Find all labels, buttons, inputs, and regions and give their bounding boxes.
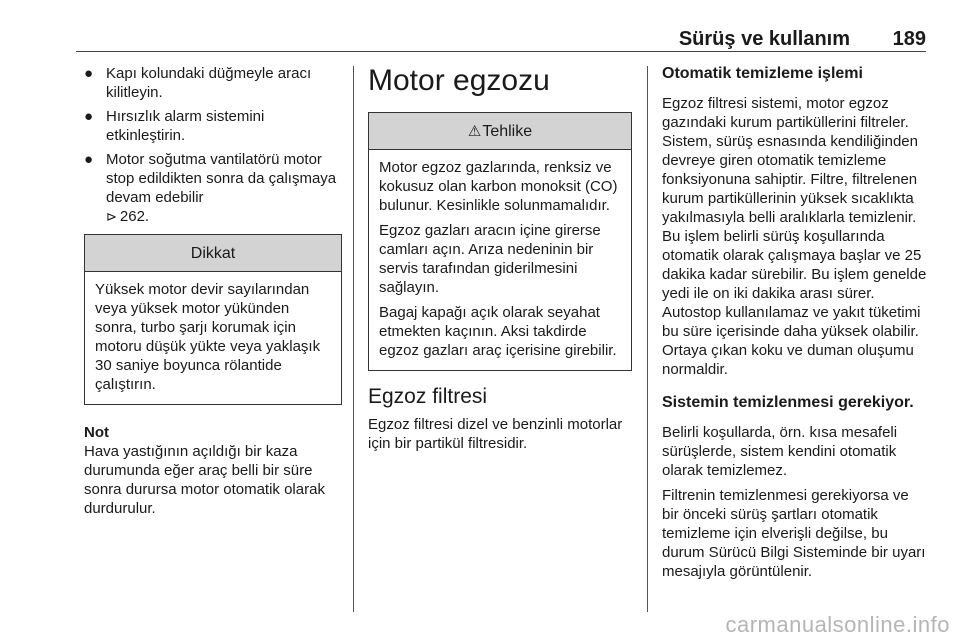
- header-title: Sürüş ve kullanım: [678, 28, 850, 50]
- subsection-title: Egzoz filtresi: [368, 385, 488, 408]
- bullet-icon: ●: [84, 65, 94, 82]
- warning-triangle-icon: ⚠: [467, 123, 482, 140]
- column-divider-2: [647, 66, 648, 612]
- note-text: Hava yastığının açıldığı bir kaza durumunda eğer araç belli bir süre sonra durursa motor otomatik olarak durdurulur.: [84, 443, 325, 517]
- danger-box-title: Tehlike: [482, 123, 533, 140]
- page-number: 189: [892, 28, 926, 50]
- list-item-text: Kapı kolundaki düğmeyle aracı kilitleyin.: [106, 65, 312, 101]
- list-item-text: Motor soğutma vantilatörü motor stop edildikten sonra da çalışmaya devam edebilir: [106, 151, 337, 206]
- danger-box-header: [369, 113, 631, 150]
- list-item: [84, 64, 342, 102]
- caution-box-text: Yüksek motor devir sayılarından veya yüksek motor yükünden sonra, turbo şarjı korumak için motoru düşük yükte veya yaklaşık 30 saniye boyunca rölantide çalıştırın.: [95, 281, 321, 393]
- caution-box: [84, 234, 342, 405]
- paragraph: Egzoz filtresi sistemi, motor egzoz gazındaki kurum partiküllerini filtreler. Sistem, sürüş esnasında kendiliğinden devreye giren otomatik temizleme fonksiyonuna sahiptir. Filtre, filtrelenen kurum partiküllerinin yüksek sıcaklıkta yakılmasıyla belli aralıklarla temizlenir. Bu işlem belirli sürüş koşullarında otomatik olarak çalışmaya başlar ve 25 dakika kadar sürebilir. Bu işlem genelde yedi ile on iki dakika arası sürer. Autostop kullanılamaz ve yakıt tüketimi bu süre içerisinde daha yüksek olabilir. Ortaya çıkan koku ve duman oluşumu normaldir.: [662, 95, 927, 378]
- page-reference-icon: ⊳: [106, 209, 117, 224]
- page-header: [76, 28, 926, 52]
- column-1: [84, 64, 342, 518]
- column-2: [368, 64, 632, 459]
- danger-box: [368, 112, 632, 371]
- note-title: Not: [84, 424, 109, 441]
- list-item: [84, 150, 342, 226]
- page-reference-link[interactable]: 262.: [119, 208, 150, 225]
- danger-paragraph: Egzoz gazları aracın içine girerse camları açın. Arıza nedeninin bir servis tarafından giderilmesini sağlayın.: [379, 222, 601, 296]
- list-item-text: Hırsızlık alarm sistemini etkinleştirin.: [106, 108, 265, 144]
- bullet-icon: ●: [84, 151, 94, 168]
- danger-paragraph: Motor egzoz gazlarında, renksiz ve kokusuz olan karbon monoksit (CO) bulunur. Kesinlikle solunmamalıdır.: [379, 159, 618, 214]
- caution-box-title: Dikkat: [85, 235, 341, 272]
- list-item: [84, 107, 342, 145]
- subsection-text: Egzoz filtresi dizel ve benzinli motorlar için bir partikül filtresidir.: [368, 416, 623, 452]
- watermark: carmanualsonline.info: [725, 612, 950, 637]
- column-3: [662, 64, 928, 587]
- heading-auto-cleaning: Otomatik temizleme işlemi: [662, 65, 863, 82]
- section-title: Motor egzozu: [368, 64, 550, 97]
- heading-cleaning-required: Sistemin temizlenmesi gerekiyor.: [662, 394, 914, 411]
- column-divider-1: [353, 66, 354, 612]
- note-block: [84, 423, 342, 518]
- bullet-list: [84, 64, 342, 226]
- danger-paragraph: Bagaj kapağı açık olarak seyahat etmekten kaçının. Aksi takdirde egzoz gazları araç içerisine girebilir.: [379, 304, 617, 359]
- bullet-icon: ●: [84, 108, 94, 125]
- paragraph: Filtrenin temizlenmesi gerekiyorsa ve bir önceki sürüş şartları otomatik temizleme için elverişli değilse, bu durum Sürücü Bilgi Sisteminde bir uyarı mesajıyla görüntülenir.: [662, 487, 926, 580]
- paragraph: Belirli koşullarda, örn. kısa mesafeli sürüşlerde, sistem kendini otomatik olarak temizlemez.: [662, 424, 898, 479]
